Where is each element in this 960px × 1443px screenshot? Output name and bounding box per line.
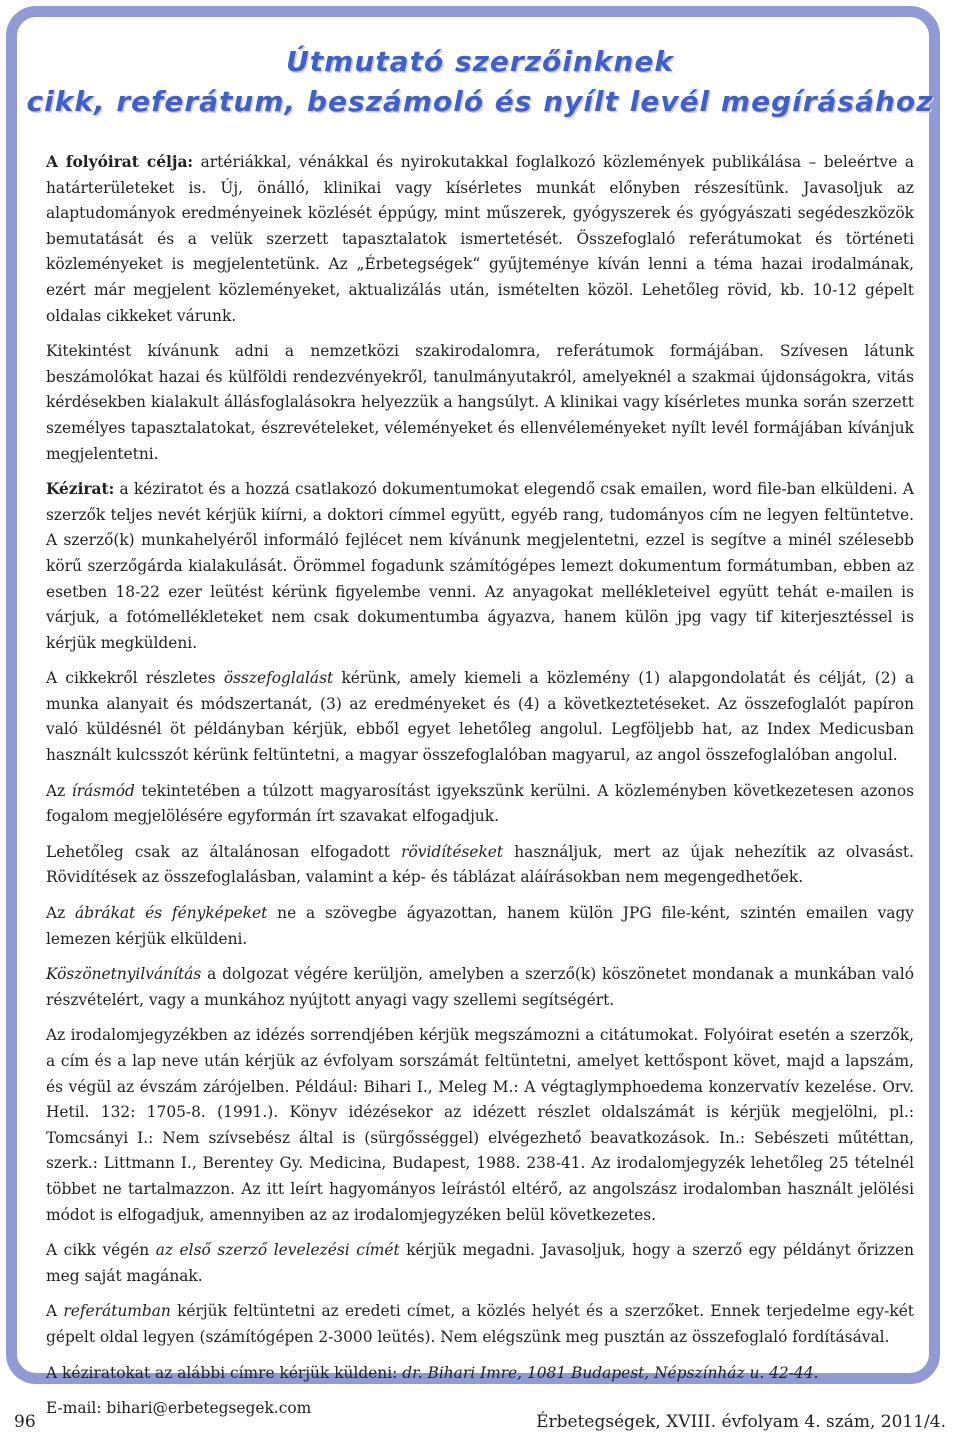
paragraph-referatum-b: kérjük feltüntetni az eredeti címet, a közlés helyét és a szerzőket. Ennek terjedelme egy-két gépelt oldal legyen (számítógépen 2-3000 leütés). Nem elégszünk meg pusztán az összefoglaló fordításával. <box>46 1302 914 1346</box>
paragraph-summary-b: kérünk, amely kiemeli a közlemény (1) alapgondolatát és célját, (2) a munka alanyait és módszertanát, (3) az eredményeket és (4) a következtetéseket. Az összefoglalót papíron való küldésnél öt példányban kérjük, ebből egyet lehetőleg angolul. Legföljebb hat, az Index Medicusban használt kulcsszót kérünk feltüntetni, a magyar összefoglalóban magyarul, az angol összefoglalóban angolul. <box>46 669 915 765</box>
paragraph-manuscript-lead: Kézirat: <box>46 480 115 499</box>
paragraph-abbreviations <box>46 840 914 891</box>
paragraph-summary <box>46 666 914 768</box>
paragraph-abbreviations-a: Lehetőleg csak az általánosan elfogadott <box>46 842 402 861</box>
paragraph-address <box>46 1361 914 1387</box>
paragraph-correspondence-a: A cikk végén <box>46 1241 156 1260</box>
email-line: E-mail: bihari@erbetegsegek.com <box>46 1399 312 1418</box>
paragraph-figures-a: Az <box>46 904 76 923</box>
paragraph-manuscript <box>46 477 914 656</box>
journal-issue: Érbetegségek, XVIII. évfolyam 4. szám, 2011/4. <box>536 1412 946 1432</box>
paragraph-acknowledgements <box>46 962 914 1013</box>
paragraph-aims-text: artériákkal, vénákkal és nyirokutakkal foglalkozó közlemények publikálása – beleértve a határterületeket is. Új, önálló, klinikai vagy kísérletes munkát előnyben részesítünk. Javasoljuk az alaptudományok eredményeinek közlését éppúgy, mint műszerek, gyógyszerek és gyógyászati segédeszközök bemutatását és a velük szerzett tapasztalatok ismertetését. Összefoglaló referátumokat és történeti közleményeket is megjelentetünk. Az „Érbetegségek“ gyűjteménye kíván lenni a téma hazai irodalmának, ezért már megjelent közleményeket, aktualizálás után, ismételten közöl. Lehetőleg rövid, kb. 10-12 gépelt oldalas cikkeket várunk. <box>46 153 914 325</box>
paragraph-referatum <box>46 1299 914 1350</box>
paragraph-figures <box>46 901 914 952</box>
paragraph-spelling-a: Az <box>46 781 72 800</box>
paragraph-spelling <box>46 779 914 830</box>
page-title <box>0 42 960 122</box>
paragraph-referatum-a: A <box>46 1302 64 1321</box>
paragraph-correspondence-b: kérjük megadni. Javasoljuk, hogy a szerző egy példányt őrizzen meg saját magának. <box>46 1241 914 1285</box>
paragraph-referatum-em: referátumban <box>63 1302 171 1321</box>
paragraph-correspondence-em: az első szerző levelezési címét <box>155 1241 400 1260</box>
paragraph-references: Az irodalomjegyzékben az idézés sorrendjében kérjük megszámozni a citátumokat. Folyóirat esetén a szerzők, a cím és a lap neve után kérjük az évfolyam sorszámát feltüntetni, amelyet kettőspont követ, majd a lapszám, és végül az évszám zárójelben. Például: Bihari I., Meleg M.: A végtaglymphoedema konzervatív kezelése. Orv. Hetil. 132: 1705-8. (1991.). Könyv idézésekor az idézett részlet oldalszámát is kérjük megjelölni, pl.: Tomcsányi I.: Nem szívsebész által is (sürgősséggel) elvégezhető beavatkozások. In.: Sebészeti műtéttan, szerk.: Littmann I., Berentey Gy. Medicina, Budapest, 1988. 238-41. Az irodalomjegyzék lehetőleg 25 tételnél többet ne tartalmazzon. Az itt leírt hagyományos leírástól eltérő, az angolszász irodalomban használt jelölési módot is elfogadjuk, amennyiben az az irodalomjegyzéken belül következetes. <box>46 1026 914 1224</box>
paragraph-acknowledgements-b: a dolgozat végére kerüljön, amelyben a szerző(k) köszönetet mondanak a munkában való részvételért, vagy a munkához nyújtott anyagi vagy szellemi segítségért. <box>46 965 914 1009</box>
paragraph-spelling-em: írásmód <box>71 781 135 800</box>
paragraph-figures-em: ábrákat és fényképeket <box>75 904 268 923</box>
paragraph-abbreviations-em: rövidítéseket <box>401 842 504 861</box>
article-body <box>46 150 914 1432</box>
paragraph-abbreviations-b: használjuk, mert az újak nehezítik az olvasást. Rövidítések az összefoglalásban, valamint a kép- és táblázat aláírásokban nem megengedhetőek. <box>46 842 914 887</box>
paragraph-summary-em: összefoglalást <box>223 669 334 688</box>
paragraph-aims-lead: A folyóirat célja: <box>46 153 194 171</box>
paragraph-address-a: A kéziratokat az alábbi címre kérjük küldeni: <box>46 1363 403 1382</box>
paragraph-summary-a: A cikkekről részletes <box>46 669 224 688</box>
paragraph-correspondence <box>46 1238 914 1289</box>
paragraph-spelling-b: tekintetében a túlzott magyarosítást igyekszünk kerülni. A közleményben következetesen azonos fogalom megjelölésére egyformán írt szavakat elfogadjuk. <box>46 781 914 826</box>
postal-address: dr. Bihari Imre, 1081 Budapest, Népszínház u. 42-44. <box>402 1363 819 1382</box>
paragraph-acknowledgements-em: Köszönetnyilvánítás <box>46 965 202 984</box>
title-line-1: Útmutató szerzőinknek <box>286 45 674 78</box>
paragraph-figures-b: ne a szövegbe ágyazottan, hanem külön JPG file-ként, szintén emailen vagy lemezen kérjük elküldeni. <box>46 904 914 948</box>
page-number: 96 <box>14 1412 36 1432</box>
paragraph-manuscript-text: a kéziratot és a hozzá csatlakozó dokumentumokat elegendő csak emailen, word file-ban elküldeni. A szerzők teljes nevét kérjük kiírni, a doktori címmel együtt, egyéb rang, tudományos cím ne legyen feltüntetve. A szerző(k) munkahelyéről informáló fejlécet nem kívánunk megjelentetni, ezzel is segítve a minél szélesebb körű szerzőgárda kialakulását. Örömmel fogadunk számítógépes lemezt dokumentum formátumban, ebben az esetben 18-22 ezer leütést kérünk figyelembe venni. Az anyagokat mellékleteivel együtt tehát e-mailen is várjuk, a fotómellékleteket nem csak dokumentumba ágyazva, hanem külön jpg vagy tif kiterjesztéssel is kérjük megküldeni. <box>46 480 914 652</box>
title-line-2: cikk, referátum, beszámoló és nyílt levél megírásához <box>26 85 934 118</box>
paragraph-reviews: Kitekintést kívánunk adni a nemzetközi szakirodalomra, referátumok formájában. Szívesen látunk beszámolókat hazai és külföldi rendezvényekről, tanulmányutakról, amelyeknél a szakmai újdonságokra, vitás kérdésekben kialakult állásfoglalásokra helyezzük a hangsúlyt. A klinikai vagy kísérletes munka során szerzett személyes tapasztalatokat, észrevételeket, véleményeket és ellenvéleményeket nyílt levél formájában kívánjuk megjelentetni. <box>46 342 914 463</box>
paragraph-aims <box>46 150 914 329</box>
